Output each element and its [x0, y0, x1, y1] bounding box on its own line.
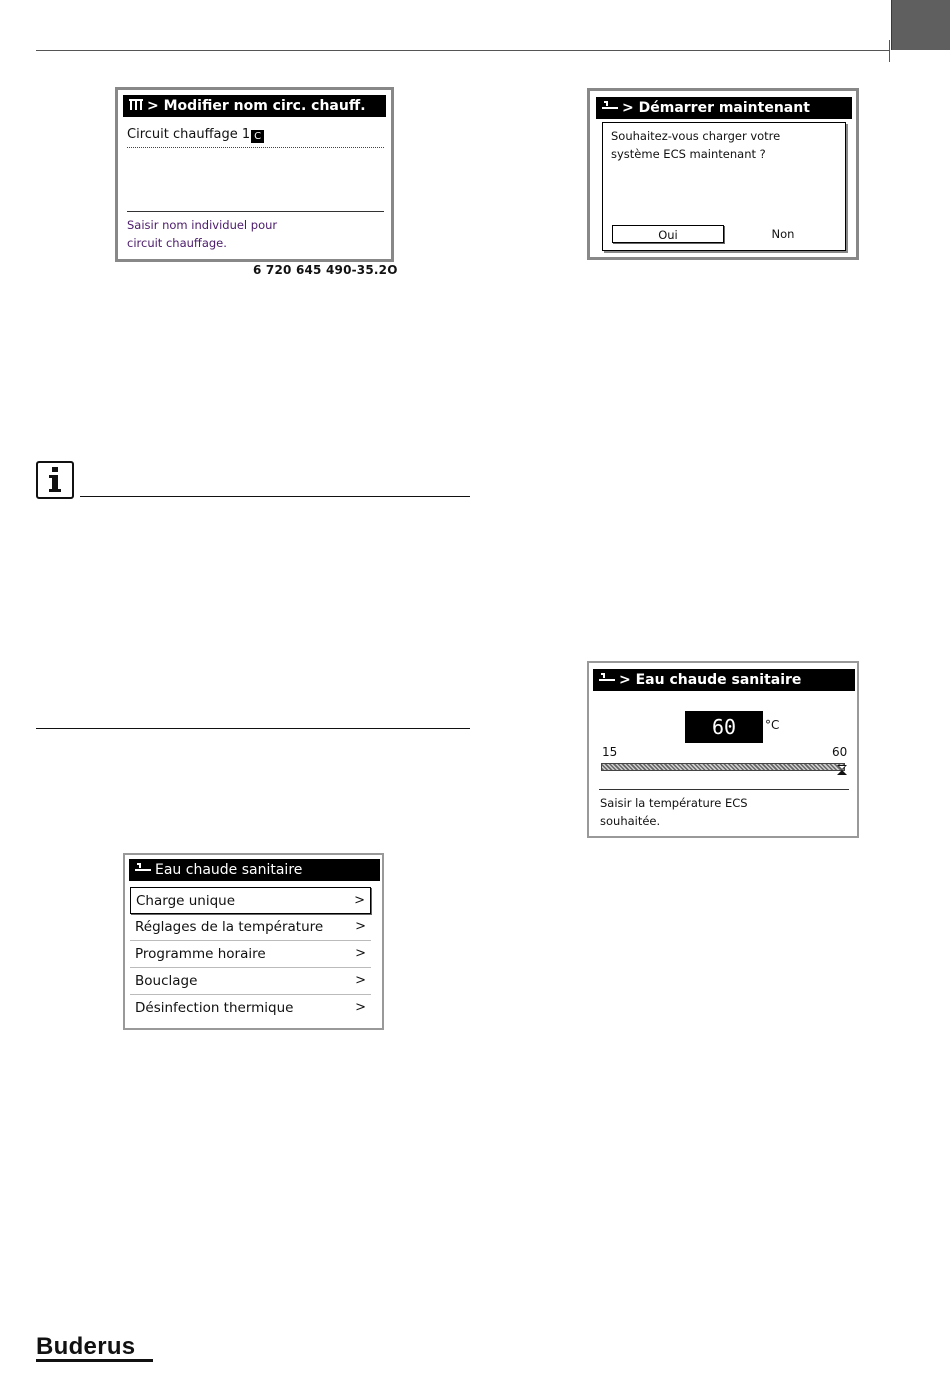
screen-dhw-temperature — [587, 661, 859, 838]
screen-title: Démarrer maintenant — [638, 100, 810, 116]
screen-start-now — [587, 88, 859, 260]
input-underline — [127, 147, 384, 148]
chevron-right-icon: > — [355, 946, 366, 961]
header-tick — [889, 40, 890, 62]
hot-water-tap-icon — [599, 669, 615, 691]
heating-circuit-icon — [129, 95, 143, 117]
circuit-name-input[interactable] — [127, 127, 264, 143]
logo-underline — [36, 1359, 153, 1362]
breadcrumb-arrow: > — [147, 98, 164, 114]
screen-title: Eau chaude sanitaire — [155, 862, 303, 878]
menu-item-thermal-disinfection[interactable]: Désinfection thermique > — [130, 995, 371, 1022]
menu-item-temperature-settings[interactable]: Réglages de la température > — [130, 914, 371, 941]
text-cursor-icon: C — [251, 130, 264, 143]
info-rule-top — [80, 496, 470, 497]
breadcrumb-arrow: > — [622, 100, 639, 116]
temperature-unit: °C — [765, 718, 780, 732]
header-rule — [36, 50, 890, 51]
chapter-tab — [891, 0, 950, 50]
temperature-slider-track[interactable] — [601, 763, 845, 771]
chevron-right-icon: > — [355, 1000, 366, 1015]
circuit-name-value: Circuit chauffage 1 — [127, 127, 251, 142]
slider-handle-icon[interactable] — [836, 761, 848, 773]
screen-title-bar — [129, 859, 380, 881]
hint-separator — [599, 789, 849, 790]
hint-separator — [127, 211, 384, 212]
confirm-dialog — [602, 122, 846, 251]
chevron-right-icon: > — [354, 893, 365, 908]
hot-water-tap-icon — [602, 97, 618, 119]
info-rule-bottom — [36, 728, 470, 729]
menu-item-time-program[interactable]: Programme horaire > — [130, 941, 371, 968]
screen-title-bar — [123, 95, 386, 117]
help-text: Saisir nom individuel pour circuit chauffage. — [127, 218, 278, 250]
buderus-logo: Buderus — [36, 1333, 136, 1360]
screen-dhw-menu — [123, 853, 384, 1030]
slider-min-label: 15 — [602, 745, 618, 759]
help-text: Saisir la température ECS souhaitée. — [600, 796, 748, 828]
chevron-right-icon: > — [355, 919, 366, 934]
menu-item-charge-unique[interactable]: Charge unique > — [130, 887, 371, 914]
screen-title-bar — [596, 97, 852, 119]
no-button[interactable]: Non — [771, 227, 795, 241]
screen-title-bar — [593, 669, 855, 691]
menu-item-circulation[interactable]: Bouclage > — [130, 968, 371, 995]
temperature-value-field[interactable]: 60 — [685, 711, 763, 743]
dhw-menu-list — [130, 887, 371, 1022]
yes-button[interactable]: Oui — [612, 225, 724, 243]
slider-max-label: 60 — [832, 745, 848, 759]
hot-water-tap-icon — [135, 859, 151, 881]
screen-heating-circuit-name — [115, 87, 394, 262]
screen-title: Eau chaude sanitaire — [635, 672, 802, 688]
breadcrumb-arrow: > — [619, 672, 636, 688]
chevron-right-icon: > — [355, 973, 366, 988]
dialog-question: Souhaitez-vous charger votre système ECS maintenant ? — [611, 129, 781, 161]
screen-title: Modifier nom circ. chauff. — [163, 98, 366, 114]
figure-reference: 6 720 645 490-35.2O — [253, 263, 398, 277]
info-icon — [36, 461, 74, 499]
